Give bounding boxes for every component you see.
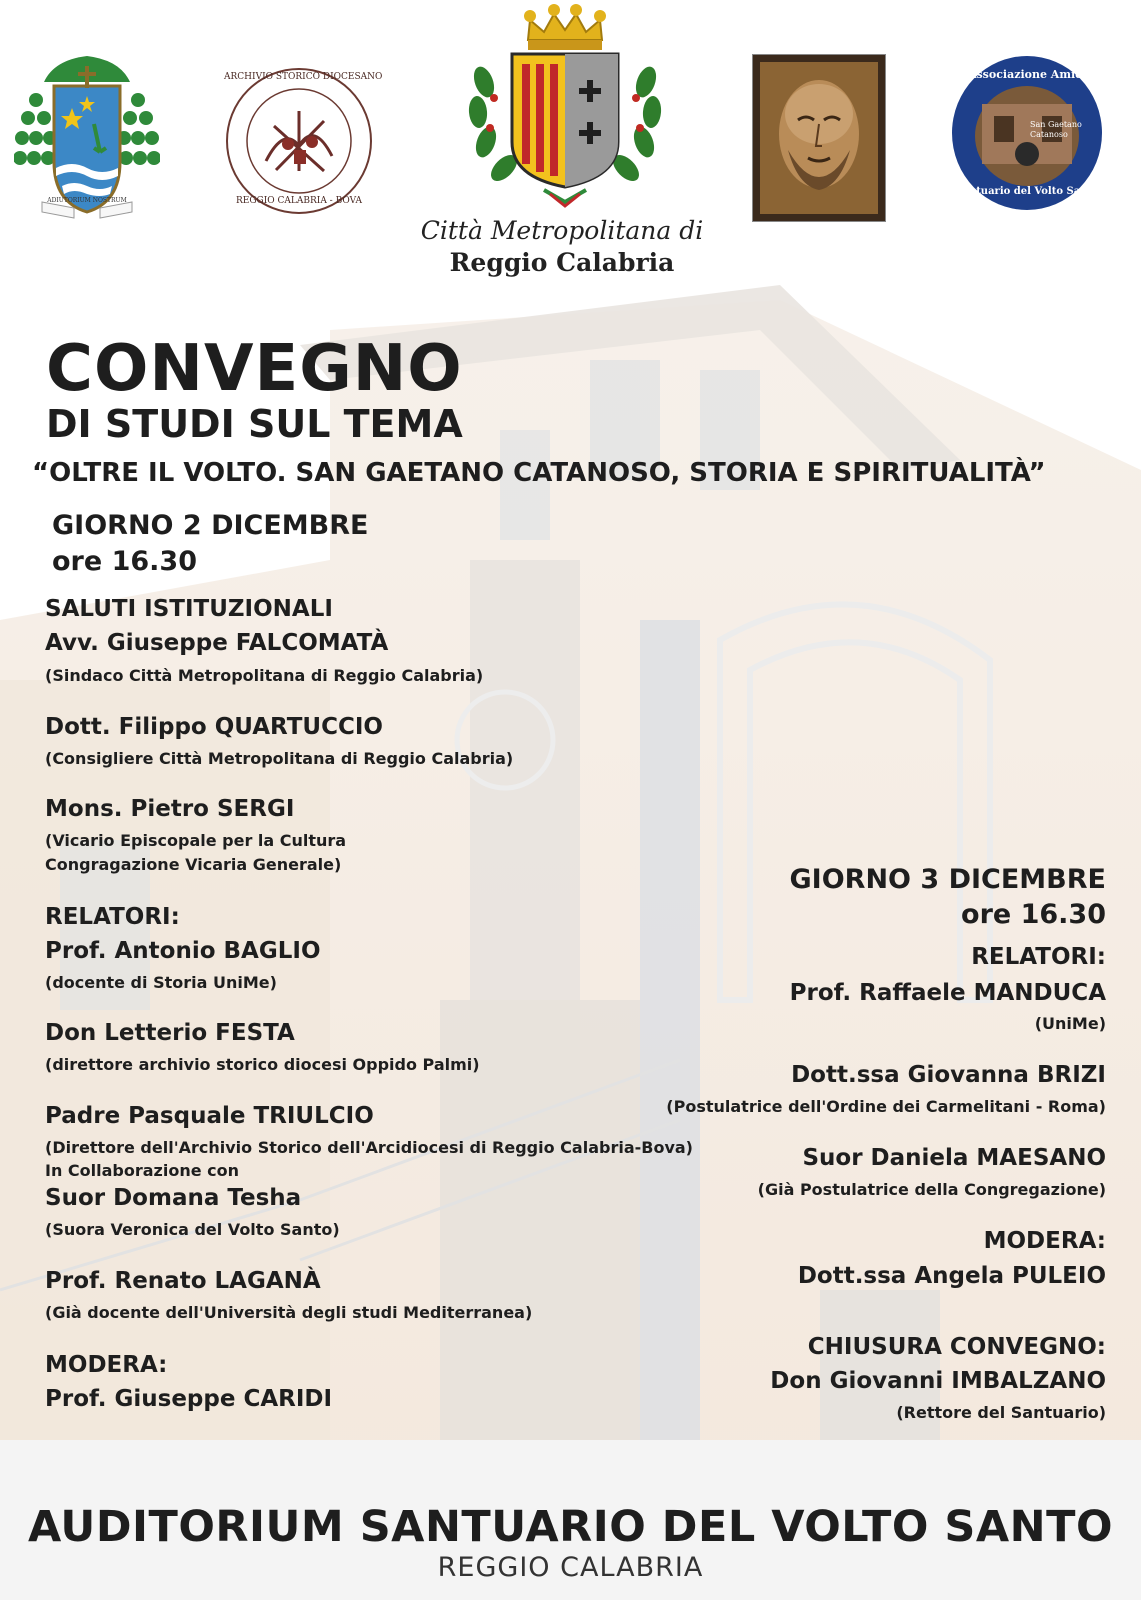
day2-brizi-name: Dott.ssa Giovanna BRIZI (791, 1062, 1106, 1088)
day1-moderator-label: MODERA: (45, 1352, 168, 1378)
day2-maesano-role: (Già Postulatrice della Congregazione) (757, 1180, 1106, 1199)
day1-sergi-role-line2: Congragazione Vicaria Generale) (45, 855, 342, 874)
archive-seal-top-text: ARCHIVIO STORICO DIOCESANO (224, 72, 383, 82)
association-center-text: San Gaetano Catanoso (1030, 120, 1082, 139)
day2-manduca-role: (UniMe) (1034, 1014, 1106, 1033)
day1-quartuccio-role: (Consigliere Città Metropolitana di Reggio Calabria) (45, 749, 514, 768)
day1-time: ore 16.30 (52, 546, 197, 577)
day1-greetings-label: SALUTI ISTITUZIONALI (45, 596, 333, 622)
day1-sergi-name: Mons. Pietro SERGI (45, 796, 295, 822)
day1-sergi-role-line1: (Vicario Episcopale per la Cultura (45, 831, 347, 850)
metropolitan-city-caption-line2: Reggio Calabria (449, 248, 675, 277)
day2-maesano-name: Suor Daniela MAESANO (802, 1145, 1106, 1171)
day1-baglio-role: (docente di Storia UniMe) (45, 973, 277, 992)
day1-falcomata-role: (Sindaco Città Metropolitana di Reggio Calabria) (45, 666, 484, 685)
day1-festa-name: Don Letterio FESTA (45, 1020, 295, 1046)
day1-triulcio-name: Padre Pasquale TRIULCIO (45, 1103, 374, 1129)
day2-closing-name: Don Giovanni IMBALZANO (770, 1368, 1106, 1394)
day1-collaboration-label: In Collaborazione con (45, 1161, 240, 1180)
holy-face-icon-image (752, 54, 886, 222)
day1-falcomata-name: Avv. Giuseppe FALCOMATÀ (45, 630, 389, 656)
day2-speakers-label: RELATORI: (971, 944, 1106, 970)
day1-quartuccio-name: Dott. Filippo QUARTUCCIO (45, 714, 383, 740)
association-bottom-text: Santuario del Volto Santo (955, 186, 1099, 197)
day1-triulcio-role: (Direttore dell'Archivio Storico dell'Arcidiocesi di Reggio Calabria-Bova) (45, 1138, 693, 1157)
day1-tesha-role: (Suora Veronica del Volto Santo) (45, 1220, 340, 1239)
day2-time: ore 16.30 (961, 899, 1106, 930)
event-title: CONVEGNO (46, 332, 463, 406)
day2-manduca-name: Prof. Raffaele MANDUCA (789, 980, 1106, 1006)
day2-moderator-name: Dott.ssa Angela PULEIO (797, 1263, 1106, 1289)
venue-name: AUDITORIUM SANTUARIO DEL VOLTO SANTO (27, 1502, 1114, 1552)
metropolitan-city-emblem-logo (460, 2, 670, 212)
event-subtitle: DI STUDI SUL TEMA (46, 402, 463, 446)
day1-lagana-role: (Già docente dell'Università degli studi Mediterranea) (45, 1303, 533, 1322)
day2-date: GIORNO 3 DICEMBRE (789, 864, 1106, 895)
venue-city: REGGIO CALABRIA (437, 1552, 704, 1583)
metropolitan-city-caption-line1: Città Metropolitana di (420, 216, 704, 245)
day2-closing-label: CHIUSURA CONVEGNO: (807, 1334, 1106, 1360)
association-top-text: Associazione Amici (967, 68, 1087, 81)
diocese-coat-of-arms-logo (14, 52, 160, 222)
day1-lagana-name: Prof. Renato LAGANÀ (45, 1268, 321, 1294)
day1-date: GIORNO 2 DICEMBRE (52, 510, 369, 541)
day1-tesha-name: Suor Domana Tesha (45, 1185, 302, 1211)
archive-seal-logo (224, 66, 383, 216)
day2-closing-role: (Rettore del Santuario) (896, 1403, 1106, 1422)
day1-festa-role: (direttore archivio storico diocesi Oppido Palmi) (45, 1055, 480, 1074)
diocese-motto: ADIUTORIUM NOSTRUM (47, 197, 127, 204)
day1-baglio-name: Prof. Antonio BAGLIO (45, 938, 321, 964)
day1-speakers-label: RELATORI: (45, 904, 180, 930)
day2-brizi-role: (Postulatrice dell'Ordine dei Carmelitani - Roma) (666, 1097, 1106, 1116)
event-theme: “OLTRE IL VOLTO. SAN GAETANO CATANOSO, STORIA E SPIRITUALITÀ” (32, 458, 1046, 488)
association-friends-logo (950, 54, 1104, 212)
day1-moderator-name: Prof. Giuseppe CARIDI (45, 1386, 333, 1412)
day2-moderator-label: MODERA: (983, 1228, 1106, 1254)
archive-seal-bottom-text: REGGIO CALABRIA - BOVA (236, 196, 362, 206)
